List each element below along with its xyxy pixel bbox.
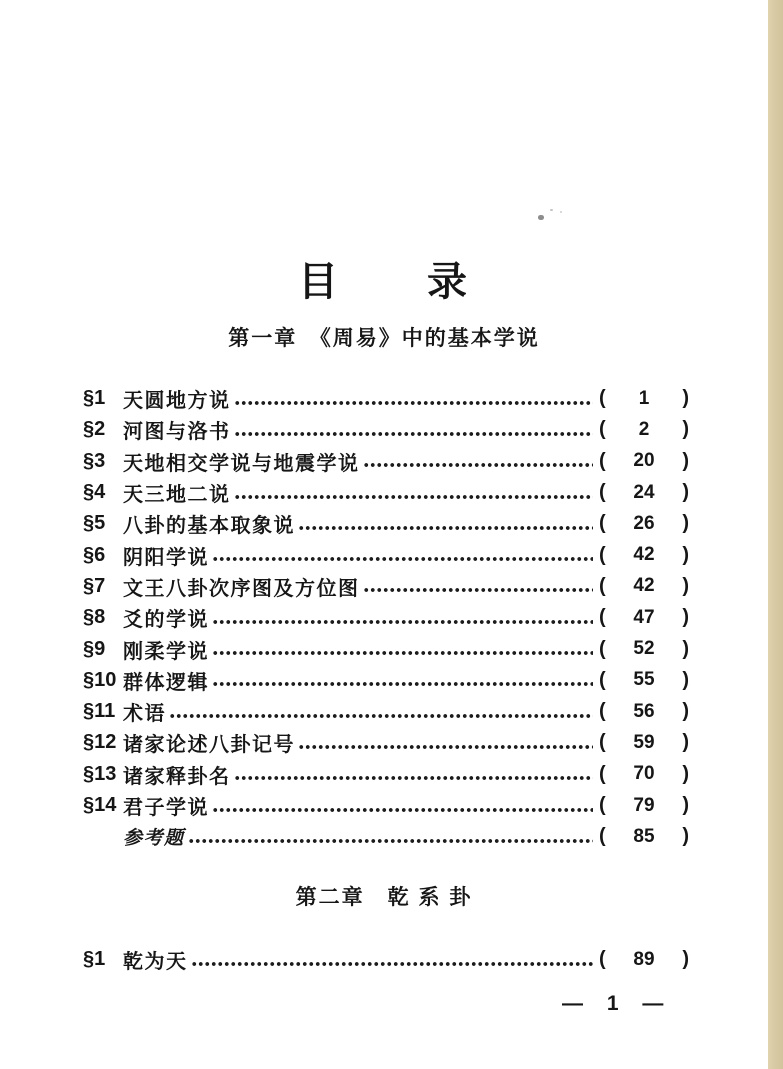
page-number: 55 (633, 669, 655, 691)
toc-chapter-1 (83, 383, 689, 852)
toc-entry (83, 383, 689, 414)
page-ref (599, 512, 689, 535)
page-ref (599, 387, 689, 410)
dot-leader (212, 680, 593, 688)
page-number: 85 (633, 825, 655, 847)
entry-title: 文王八卦次序图及方位图 (123, 577, 360, 600)
section-label: §3 (83, 449, 106, 472)
page-ref (599, 481, 689, 504)
paren-close: ) (682, 574, 689, 597)
entry-title: 天地相交学说与地震学说 (123, 452, 360, 475)
page-ref (599, 575, 689, 598)
page-ref (599, 450, 689, 473)
scan-speck (538, 215, 544, 220)
paren-open: ( (599, 637, 606, 660)
section-label: §12 (83, 731, 117, 754)
scan-speck (560, 211, 562, 213)
entry-title: 天三地二说 (123, 484, 231, 507)
paren-open: ( (599, 668, 606, 691)
paren-open: ( (599, 387, 606, 410)
section-label: §2 (83, 418, 106, 441)
dot-leader (212, 806, 593, 814)
dot-leader (169, 712, 593, 720)
dot-leader (298, 524, 593, 532)
entry-title: 诸家论述八卦记号 (123, 734, 295, 757)
page-ref (599, 731, 689, 754)
page-ref (599, 544, 689, 567)
dot-leader (188, 837, 593, 845)
section-label: §10 (83, 668, 117, 691)
section-label: §5 (83, 512, 106, 535)
section-label: §7 (83, 574, 106, 597)
paren-close: ) (682, 606, 689, 629)
paren-close: ) (682, 668, 689, 691)
dot-leader (212, 618, 593, 626)
toc-entry (83, 508, 689, 539)
page-number: 70 (633, 763, 655, 785)
document-title: 目 录 (298, 260, 470, 304)
paren-close: ) (682, 637, 689, 660)
paren-open: ( (599, 481, 606, 504)
page-ref (599, 606, 689, 629)
paren-open: ( (599, 762, 606, 785)
page-ref (599, 700, 689, 723)
paren-close: ) (682, 387, 689, 410)
dot-leader (363, 586, 594, 594)
scan-speck (550, 209, 553, 211)
paren-close: ) (682, 418, 689, 441)
page-number: 26 (633, 512, 655, 534)
dot-leader (234, 493, 594, 501)
paren-close: ) (682, 825, 689, 848)
page-number: 89 (633, 948, 655, 970)
paren-close: ) (682, 731, 689, 754)
toc-entry (83, 602, 689, 633)
page-ref (599, 794, 689, 817)
toc-chapter-2 (83, 944, 689, 975)
dot-leader (298, 743, 593, 751)
entry-title: 诸家释卦名 (123, 765, 231, 788)
paren-open: ( (599, 731, 606, 754)
section-label: §13 (83, 762, 117, 785)
section-label: §11 (83, 700, 116, 723)
entry-title: 阴阳学说 (123, 546, 209, 569)
entry-title: 刚柔学说 (123, 640, 209, 663)
dot-leader (191, 960, 594, 968)
page-number: 24 (633, 481, 655, 503)
entry-title: 君子学说 (123, 797, 209, 819)
section-label: §14 (83, 794, 117, 816)
page-number: 47 (633, 606, 655, 628)
page-number: 42 (633, 544, 655, 566)
dot-leader (234, 774, 594, 782)
page-number: 20 (633, 450, 655, 472)
entry-title: 爻的学说 (123, 609, 209, 632)
page-number: 59 (633, 731, 655, 753)
entry-title: 天圆地方说 (123, 390, 231, 413)
dot-leader (212, 555, 593, 563)
paren-open: ( (599, 825, 606, 848)
toc-entry (83, 944, 689, 975)
page-number: 79 (633, 794, 655, 816)
paren-close: ) (682, 543, 689, 566)
section-label: §8 (83, 606, 106, 629)
chapter-1-heading: 第一章 《周易》中的基本学说 (228, 327, 540, 350)
toc-entry (83, 821, 689, 852)
paren-close: ) (682, 512, 689, 535)
page-number: 42 (633, 575, 655, 597)
toc-entry (83, 477, 689, 508)
paren-open: ( (599, 543, 606, 566)
paren-close: ) (682, 794, 689, 816)
section-label: §1 (83, 387, 106, 410)
paren-close: ) (682, 700, 689, 723)
toc-entry (83, 539, 689, 570)
paren-open: ( (599, 700, 606, 723)
paren-close: ) (682, 449, 689, 472)
dot-leader (234, 399, 594, 407)
section-label: §1 (83, 948, 106, 971)
toc-entry (83, 414, 689, 445)
folio-page-number: — 1 — (562, 992, 673, 1015)
page-number: 56 (633, 700, 655, 722)
page-ref (599, 638, 689, 661)
page-ref (599, 418, 689, 441)
paren-open: ( (599, 449, 606, 472)
paren-close: ) (682, 948, 689, 971)
page-ref (599, 948, 689, 971)
toc-entry (83, 446, 689, 477)
toc-entry (83, 790, 689, 821)
page-ref (599, 669, 689, 692)
section-label: §9 (83, 637, 106, 660)
chapter-2-heading: 第二章 乾 系 卦 (295, 886, 473, 909)
toc-entry (83, 633, 689, 664)
section-label: §6 (83, 543, 106, 566)
entry-title: 河图与洛书 (123, 421, 231, 444)
page-number: 2 (638, 418, 650, 440)
toc-entry (83, 759, 689, 790)
book-edge-strip (768, 0, 783, 1069)
toc-entry (83, 571, 689, 602)
paren-open: ( (599, 606, 606, 629)
paren-close: ) (682, 481, 689, 504)
paren-open: ( (599, 574, 606, 597)
section-label: §4 (83, 481, 106, 504)
paren-open: ( (599, 418, 606, 441)
dot-leader (363, 461, 594, 469)
dot-leader (212, 649, 593, 657)
page-number: 52 (633, 638, 655, 660)
toc-entry (83, 665, 689, 696)
toc-entry (83, 727, 689, 758)
paren-close: ) (682, 762, 689, 785)
page-ref (599, 825, 689, 848)
entry-title: 术语 (123, 703, 166, 726)
entry-title: 群体逻辑 (123, 671, 209, 694)
paren-open: ( (599, 794, 606, 816)
page-ref (599, 763, 689, 786)
entry-title: 八卦的基本取象说 (123, 515, 295, 538)
page-number: 1 (638, 387, 650, 409)
toc-entry (83, 696, 689, 727)
dot-leader (234, 430, 594, 438)
paren-open: ( (599, 948, 606, 971)
entry-title: 参考题 (123, 828, 185, 850)
entry-title: 乾为天 (123, 951, 188, 974)
paren-open: ( (599, 512, 606, 535)
